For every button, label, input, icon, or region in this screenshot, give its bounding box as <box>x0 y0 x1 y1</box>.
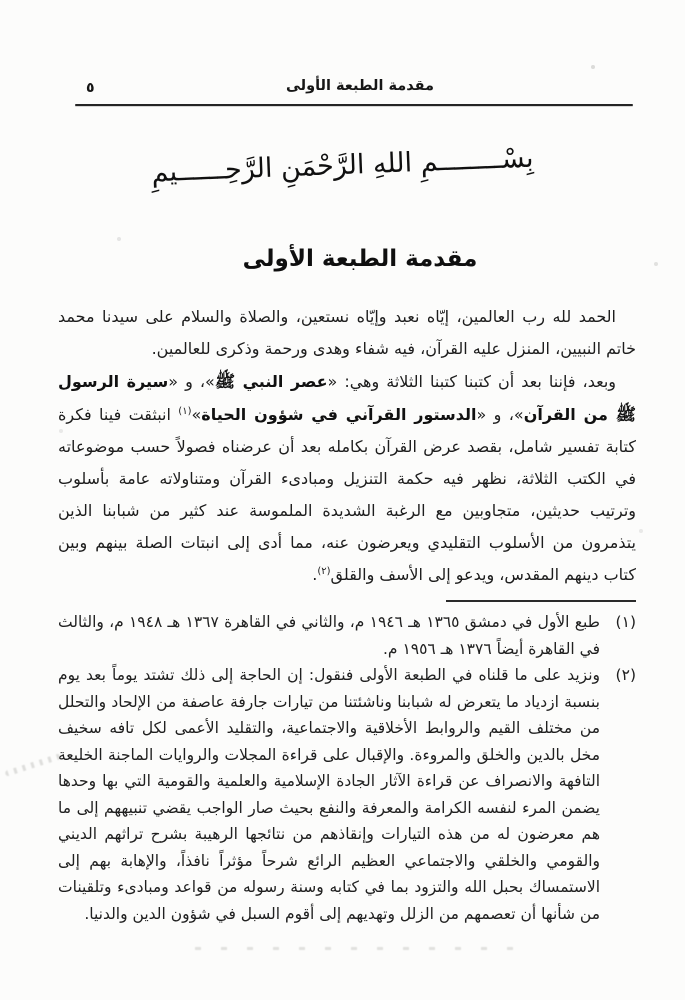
footnote-1 <box>58 609 636 662</box>
chapter-title: مقدمة الطبعة الأولى <box>242 246 478 272</box>
header-rule <box>75 104 633 106</box>
paragraph-opening: الحمد لله رب العالمين، إيّاه نعبد وإيّاه نستعين، والصلاة والسلام على سيدنا محمد خاتم النبيين، المنزل عليه القرآن، فيه شفاء وهدى ورحمة وذكرى للعالمين. <box>58 307 636 358</box>
footnote-2-marker: (٢) <box>615 666 636 684</box>
footnote-2-text: ونزيد على ما قلناه في الطبعة الأولى فنقول: إن الحاجة إلى ذلك تشتد يوماً بعد يوم بنسبة ازدياد ما يتعرض له شبابنا وناشئتنا من تيارات جارفة عاصفة من الإلحاد والتحلل من مختلف القيم والروابط الأخلاقية والاجتماعية، والتقليد الأعمى لكل تافه سخيف مخل بالدين والخلق والمروءة. والإقبال على قراءة المجلات والروايات الماجنة الخليعة التافهة والانصراف عن قراءة الآثار الجادة الإسلامية والعلمية والقومية التي بها وحدها يضمن المرء لنفسه الكرامة والمعرفة والنفع بحيث صار الواجب يقضي تنبيههم إلى ما هم معرضون له من هذه التيارات وإنقاذهم من نتائجها الرهيبة بشرح تراثهم الديني والقومي والخلقي والاجتماعي العظيم الرائع شرحاً مؤثراً نافذاً، والإهابة بهم إلى الاستمساك بحبل الله والتزود بما في كتابه وسنة رسوله من قواعد ومبادىء وتلقينات من شأنها أن تعصمهم من الزلل وتهديهم إلى أقوم السبل في شؤون الدين والدنيا. <box>58 666 600 923</box>
basmala-calligraphy: بِسْــــــــمِ اللهِ الرَّحْمَنِ الرَّحِــــــيمِ <box>150 142 535 189</box>
paragraph-books: وبعد، فإننا بعد أن كتبنا كتبنا الثلاثة وهي: «عصر النبي ﷺ»، و «سيرة الرسول ﷺ من القرآن»، و «الدستور القرآني في شؤون الحياة»$^{(١)}$ انبثقت فينا فكرة كتابة تفسير شامل، بقصد عرض القرآن بكامله بعد أن عرضناه فصولاً حسب موضوعاته في الكتب الثلاثة، نظهر فيه حكمة التنزيل ومبادىء القرآن ومتناولاته عامة بأسلوب وترتيب حديثين، متجاوبين مع الرغبة الشديدة الملموسة عند كثير من شبابنا الذين يتذمرون من الأسلوب التقليدي ويعرضون عنه، مما أدى إلى انبتات الصلة بينهم وبين كتاب دينهم المقدس، ويدعو إلى الأسف والقلق$^{(٢)}$. <box>58 371 637 584</box>
scan-smudge-left <box>4 753 61 777</box>
footnote-1-text: طبع الأول في دمشق ١٣٦٥ هـ ١٩٤٦ م، والثاني في القاهرة ١٣٦٧ هـ ١٩٤٨ م، والثالث في القاهرة أيضاً ١٣٧٦ هـ ١٩٥٦ م. <box>58 613 600 658</box>
text-column <box>58 301 636 927</box>
scan-smudge-bottom <box>195 947 525 950</box>
page-number: ٥ <box>86 80 95 96</box>
footnote-1-marker: (١) <box>615 613 636 631</box>
footnote-separator-rule <box>446 600 636 602</box>
footnote-2 <box>58 662 636 927</box>
scan-speckles <box>0 0 2 2</box>
footnotes <box>58 609 636 927</box>
running-head <box>0 78 685 102</box>
running-head-title: مقدمة الطبعة الأولى <box>285 78 435 94</box>
